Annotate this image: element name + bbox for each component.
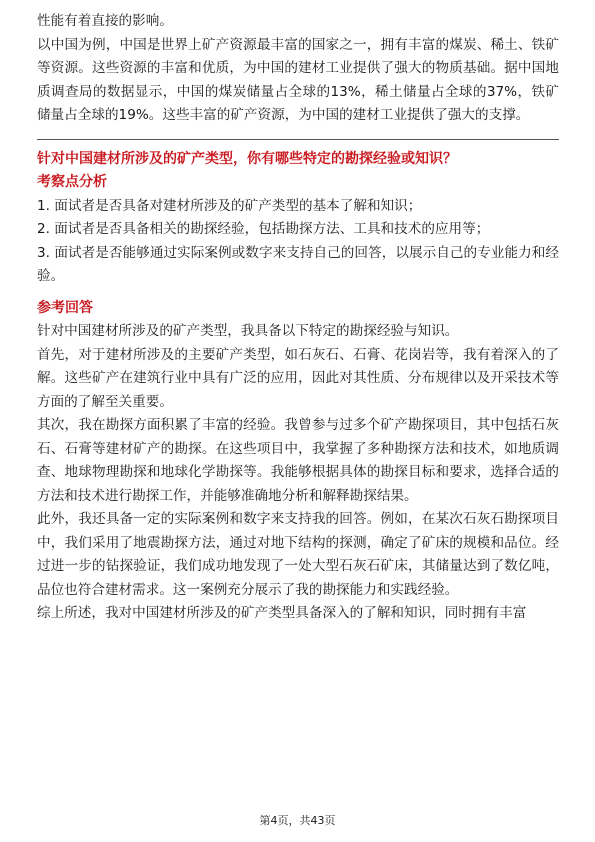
answer-heading: 参考回答: [37, 299, 93, 316]
page-number: 第4页，共43页: [259, 814, 336, 827]
spacer: [37, 289, 559, 297]
intro-paragraph: 性能有着直接的影响。: [37, 13, 173, 29]
intro-section: [37, 10, 559, 128]
answer-paragraph: 综上所述，我对中国建材所涉及的矿产类型具备深入的了解和知识，同时拥有丰富: [37, 605, 527, 621]
section-divider: [37, 139, 559, 140]
analysis-heading: 考察点分析: [37, 174, 107, 190]
page-content: [37, 10, 559, 626]
analysis-item: 3. 面试者是否能够通过实际案例或数字来支持自己的回答，以展示自己的专业能力和经验。: [37, 244, 559, 284]
question-heading: 针对中国建材所涉及的矿产类型，你有哪些特定的勘探经验或知识？: [37, 150, 457, 167]
answer-paragraph: 此外，我还具备一定的实际案例和数字来支持我的回答。例如，在某次石灰石勘探项目中，我们采用了地震勘探方法，通过对地下结构的探测，确定了矿床的规模和品位。经过进一步的钻探验证，我们成功地发现了一处大型石灰石矿床，其储量达到了数亿吨，品位也符合建材需求。这一案例充分展示了我的勘探能力和实践经验。: [37, 511, 559, 598]
analysis-item: 2. 面试者是否具备相关的勘探经验，包括勘探方法、工具和技术的应用等；: [37, 221, 490, 237]
answer-paragraph: 首先，对于建材所涉及的主要矿产类型，如石灰石、石膏、花岗岩等，我有着深入的了解。这些矿产在建筑行业中具有广泛的应用，因此对其性质、分布规律以及开采技术等方面的了解至关重要。: [37, 346, 559, 410]
analysis-item: 1. 面试者是否具备对建材所涉及的矿产类型的基本了解和知识；: [37, 197, 422, 214]
answer-paragraph: 其次，我在勘探方面积累了丰富的经验。我曾参与过多个矿产勘探项目，其中包括石灰石、石膏等建材矿产的勘探。在这些项目中，我掌握了多种勘探方法和技术，如地质调查、地球物理勘探和地球化学勘探等。我能够根据具体的勘探目标和要求，选择合适的方法和技术进行勘探工作，并能够准确地分析和解释勘探结果。: [37, 417, 559, 504]
answer-paragraph: 针对中国建材所涉及的矿产类型，我具备以下特定的勘探经验与知识。: [37, 323, 459, 339]
intro-paragraph: 以中国为例，中国是世界上矿产资源最丰富的国家之一，拥有丰富的煤炭、稀土、铁矿等资源。这些资源的丰富和优质，为中国的建材工业提供了强大的物质基础。据中国地质调查局的数据显示，中国的煤炭储量占全球的13%，稀土储量占全球的37%，铁矿储量占全球的19%。这些丰富的矿产资源，为中国的建材工业提供了强大的支撑。: [37, 36, 559, 123]
